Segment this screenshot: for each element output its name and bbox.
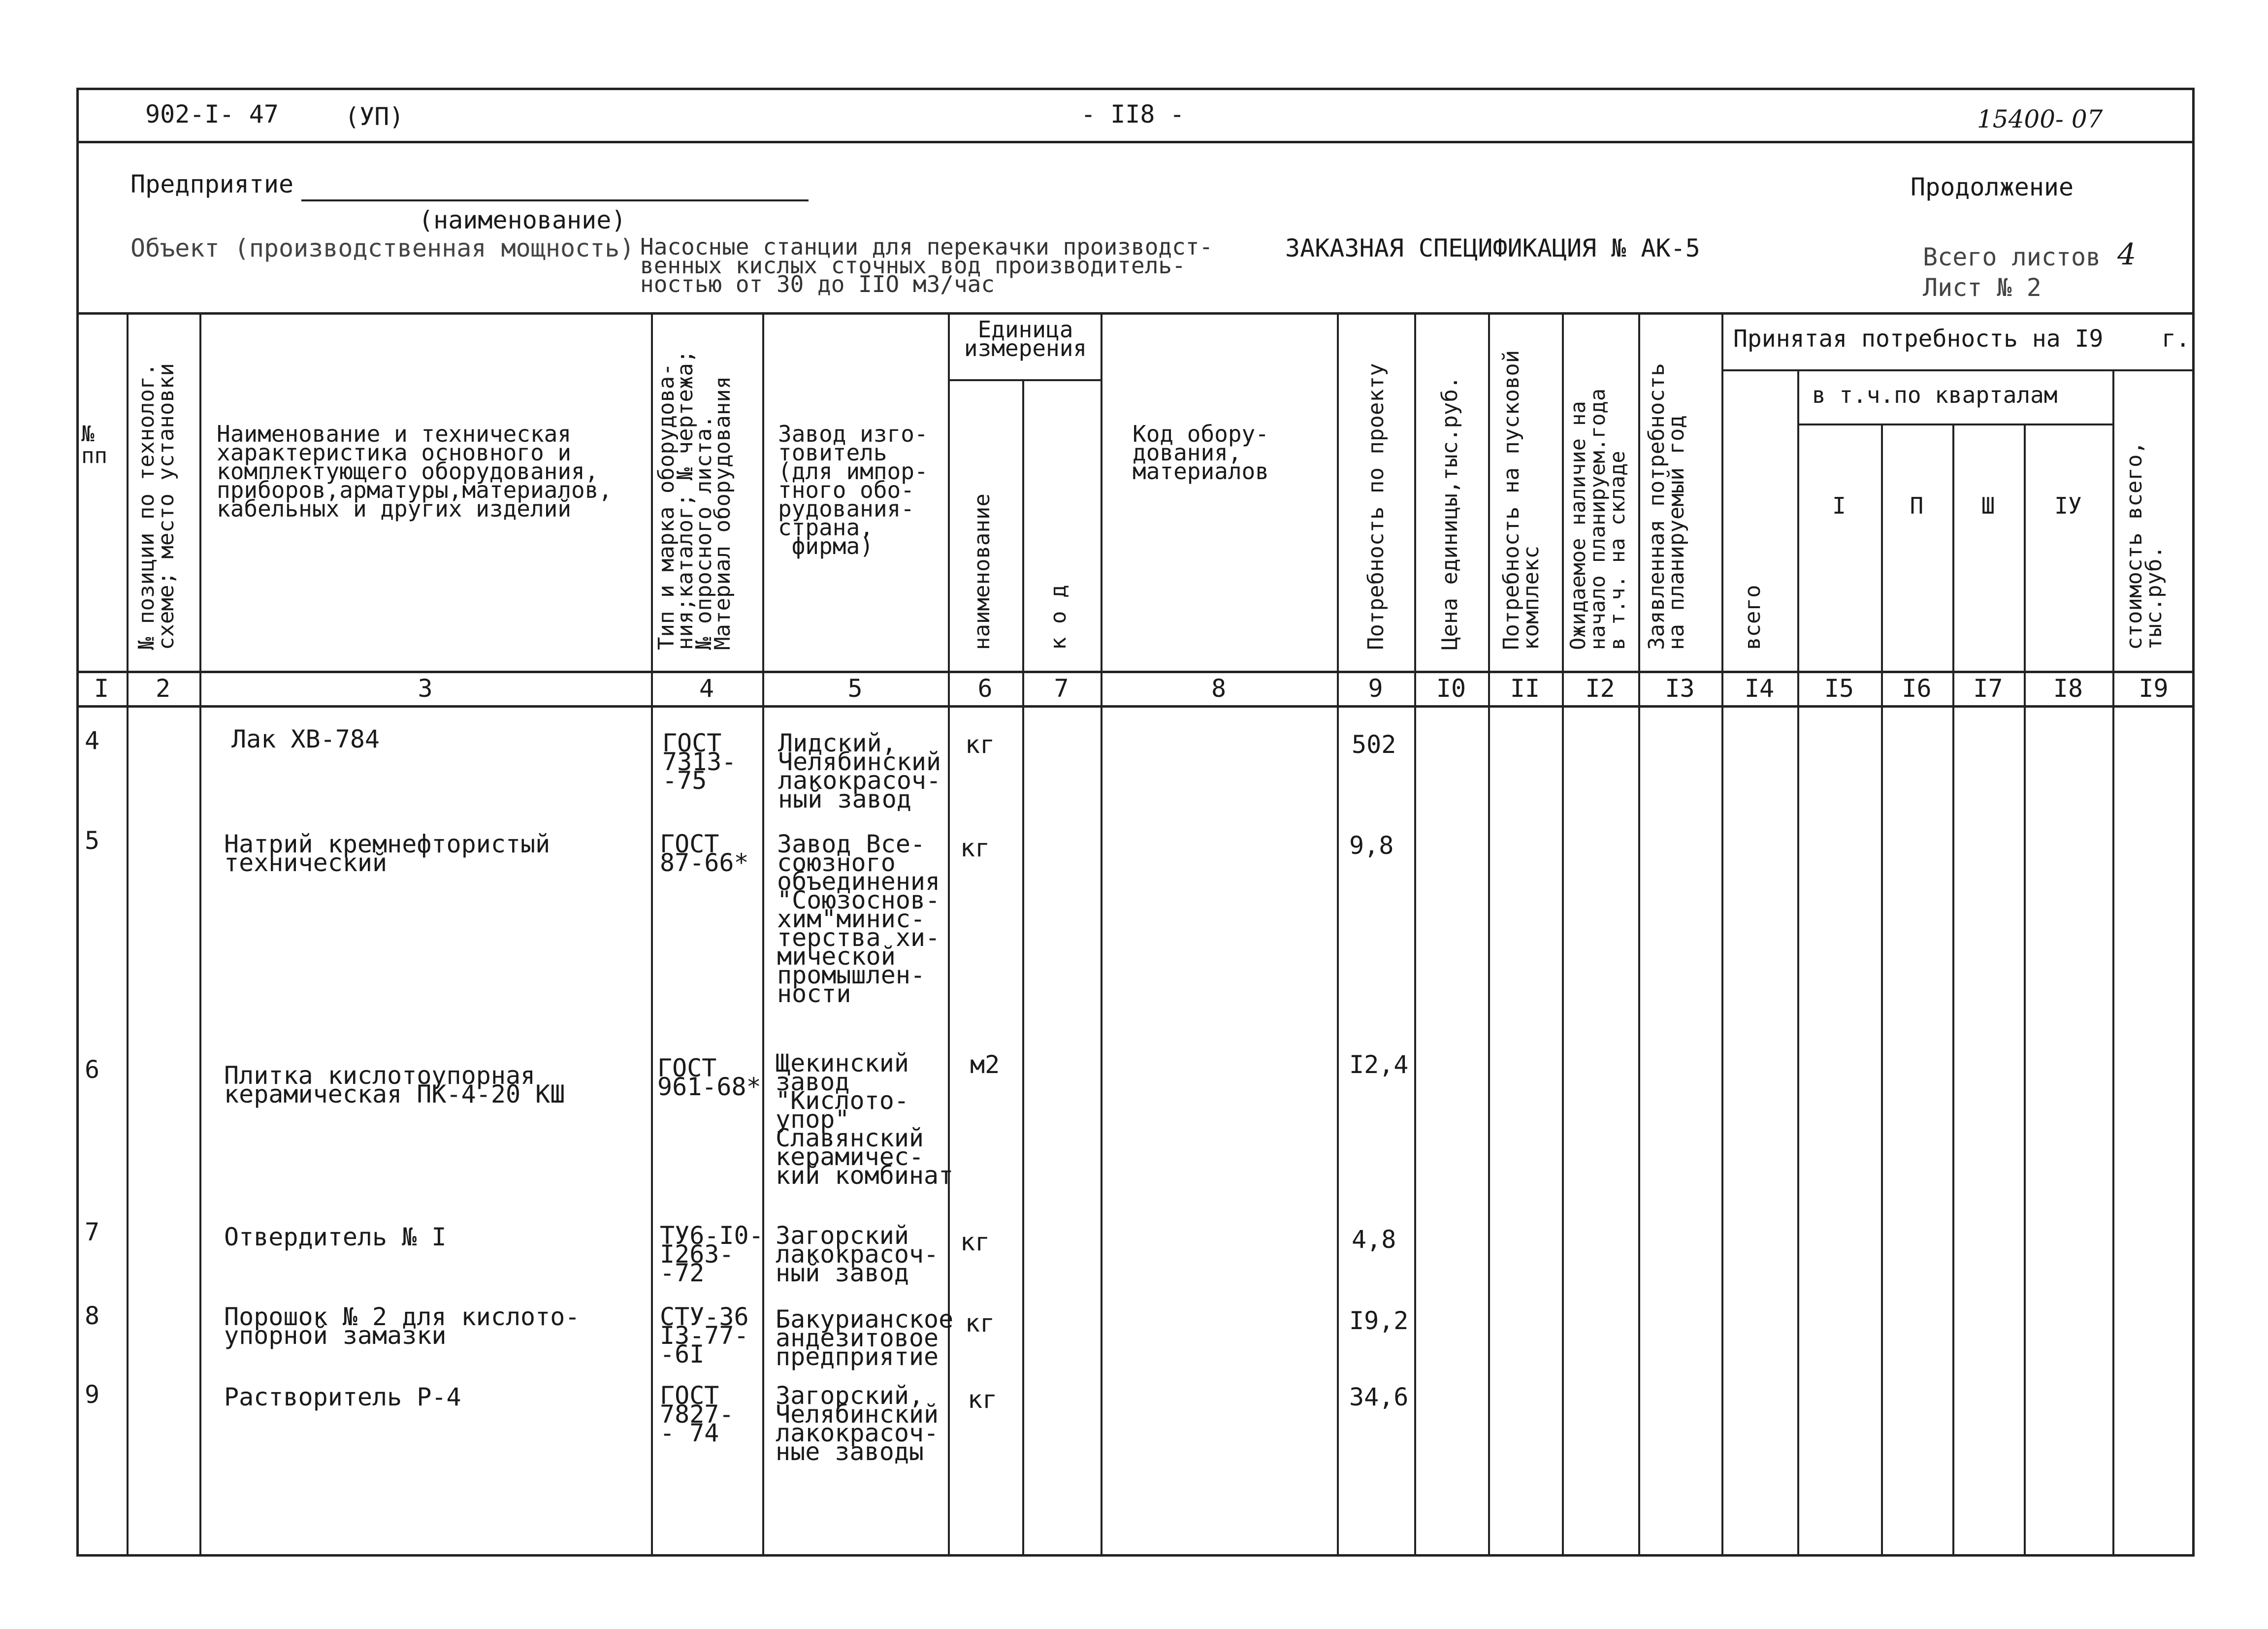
table-row-type: ГОСТ 961-68* bbox=[657, 1054, 761, 1101]
table-row-factory: Загорский, Челябинский лакокрасоч- ные заводы bbox=[776, 1381, 939, 1466]
quarters-sub-line bbox=[1797, 424, 2112, 425]
table-row-name: Плитка кислотоупорная керамическая ПК-4-20 КШ bbox=[224, 1061, 565, 1108]
table-row-qty: I9,2 bbox=[1349, 1306, 1409, 1335]
header-c11: Потребность на пусковой комплекс bbox=[1499, 350, 1544, 650]
table-row-unit: кг bbox=[960, 1228, 990, 1256]
table-row-factory: Загорский лакокрасоч- ный завод bbox=[776, 1221, 939, 1287]
continuation-label: Продолжение bbox=[1911, 173, 2074, 201]
table-row-num: 6 bbox=[85, 1055, 100, 1084]
vline-15 bbox=[1881, 424, 1883, 1557]
table-row-name: Отвердитель № I bbox=[224, 1223, 447, 1251]
vline-8 bbox=[1337, 312, 1339, 1557]
header-c8: Код обору- дования, материалов bbox=[1133, 421, 1269, 485]
vline-1 bbox=[127, 312, 129, 1557]
object-text: Насосные станции для перекачки производст- венных кислых сточных вод производитель- ностью от 30 до IIO м3/час bbox=[640, 233, 1213, 297]
colnum-6: 6 bbox=[977, 674, 993, 703]
header-c18: IУ bbox=[2054, 492, 2082, 519]
table-row-num: 5 bbox=[85, 826, 100, 855]
colnum-3: 3 bbox=[418, 674, 433, 703]
table-row-factory: Лидский, Челябинский лакокрасоч- ный завод bbox=[778, 729, 941, 814]
header-c1: № пп bbox=[81, 422, 107, 468]
table-row-name: Порошок № 2 для кислото- упорной замазки bbox=[224, 1303, 580, 1350]
colnum-2: 2 bbox=[155, 674, 171, 703]
table-row-type: ГОСТ 87-66* bbox=[660, 830, 749, 877]
table-row-type: ТУ6-I0- I263- -72 bbox=[660, 1221, 764, 1287]
table-row-num: 7 bbox=[85, 1218, 100, 1246]
table-row-num: 9 bbox=[85, 1380, 100, 1409]
header-c4: Тип и марка оборудова- ния;каталог; № чертежа; № опросного листа. Материал оборудования bbox=[654, 350, 735, 650]
table-row-num: 4 bbox=[85, 726, 100, 755]
total-sheets-number: 4 bbox=[2117, 237, 2137, 272]
vline-12 bbox=[1638, 312, 1640, 1557]
header-c6: наименование bbox=[970, 493, 995, 650]
colnum-10: I0 bbox=[1436, 674, 1466, 703]
vline-7 bbox=[1101, 312, 1102, 1557]
table-row-qty: 502 bbox=[1352, 730, 1396, 759]
page-number: - II8 - bbox=[1081, 100, 1185, 129]
table-row-unit: кг bbox=[965, 730, 995, 759]
header-accepted: Принятая потребность на I9 bbox=[1733, 325, 2104, 353]
table-row-qty: 4,8 bbox=[1352, 1225, 1396, 1254]
vline-14 bbox=[1797, 369, 1799, 1557]
colnum-19: I9 bbox=[2138, 674, 2169, 703]
table-row-type: ГОСТ 7313- -75 bbox=[662, 729, 737, 795]
vline-6 bbox=[1022, 379, 1024, 1557]
vline-16 bbox=[1952, 424, 1954, 1557]
doc-volume: (УП) bbox=[345, 102, 404, 131]
header-c5: Завод изго- товитель (для импор- тного обо- рудования- страна, фирма) bbox=[778, 421, 928, 559]
colnum-16: I6 bbox=[1902, 674, 1932, 703]
header-units: Единица измерения bbox=[964, 316, 1087, 361]
vline-17 bbox=[2024, 424, 2026, 1557]
colnum-11: II bbox=[1510, 674, 1540, 703]
table-row-type: ГОСТ 7827- - 74 bbox=[660, 1381, 734, 1447]
header-c9: Потребность по проекту bbox=[1363, 363, 1389, 650]
vline-11 bbox=[1562, 312, 1564, 1557]
vline-18 bbox=[2112, 369, 2114, 1557]
table-top bbox=[76, 312, 2195, 315]
colnum-8: 8 bbox=[1211, 674, 1227, 703]
total-sheets-label: Всего листов bbox=[1923, 243, 2101, 271]
colnum-17: I7 bbox=[1973, 674, 2003, 703]
handwritten-stamp: 15400- 07 bbox=[1977, 105, 2103, 133]
colnum-top bbox=[76, 671, 2195, 673]
colnum-5: 5 bbox=[847, 674, 863, 703]
table-row-qty: I2,4 bbox=[1349, 1050, 1409, 1079]
header-c7: к о д bbox=[1046, 585, 1071, 650]
colnum-15: I5 bbox=[1824, 674, 1854, 703]
spec-title: ЗАКАЗНАЯ СПЕЦИФИКАЦИЯ № АК-5 bbox=[1285, 234, 1700, 262]
vline-3 bbox=[651, 312, 653, 1557]
header-accepted-year: г. bbox=[2162, 325, 2190, 353]
enterprise-label: Предприятие bbox=[130, 170, 294, 198]
table-row-factory: Завод Все- союзного объединения "Союзоснов- хим"минис- терства хи- мической промышлен- ности bbox=[777, 830, 940, 1008]
table-row-factory: Щекинский завод "Кислото- упор" Славянский керамичес- кий комбинат bbox=[776, 1049, 954, 1190]
colnum-9: 9 bbox=[1368, 674, 1383, 703]
header-c12: Ожидаемое наличие на начало планируем.года в т.ч. на складе bbox=[1566, 388, 1629, 650]
colnum-4: 4 bbox=[699, 674, 714, 703]
header-c15: I bbox=[1832, 492, 1846, 519]
colnum-7: 7 bbox=[1054, 674, 1069, 703]
header-c3: Наименование и техническая характеристика основного и комплектующего оборудования, приборов,арматуры,материалов, кабельных и других изделий bbox=[217, 421, 613, 522]
table-row-unit: кг bbox=[960, 834, 990, 862]
header-c13: Заявленная потребность на планируемый год bbox=[1644, 363, 1689, 650]
doc-code: 902-I- 47 bbox=[145, 100, 279, 129]
colnum-bottom bbox=[76, 705, 2195, 708]
table-row-name: Лак ХВ-784 bbox=[231, 725, 380, 753]
header-c16: П bbox=[1910, 492, 1924, 519]
header-c14: всего bbox=[1740, 585, 1765, 650]
vline-9 bbox=[1414, 312, 1416, 1557]
header-c10: Цена единицы,тыс.руб. bbox=[1437, 376, 1462, 650]
header-c17: Ш bbox=[1981, 492, 1995, 519]
sheet-label: Лист № 2 bbox=[1923, 273, 2041, 302]
enterprise-underline bbox=[301, 199, 809, 201]
units-sub-line bbox=[948, 379, 1101, 381]
header-quarters: в т.ч.по кварталам bbox=[1812, 382, 2058, 408]
colnum-18: I8 bbox=[2053, 674, 2083, 703]
object-label: Объект (производственная мощность) bbox=[130, 234, 635, 262]
table-row-qty: 34,6 bbox=[1349, 1383, 1409, 1411]
colnum-1: I bbox=[94, 674, 109, 703]
vline-5 bbox=[948, 312, 950, 1557]
header-c19: стоимость всего, тыс.руб. bbox=[2122, 441, 2167, 650]
table-row-qty: 9,8 bbox=[1349, 831, 1394, 860]
enterprise-hint: (наименование) bbox=[419, 206, 626, 234]
colnum-14: I4 bbox=[1744, 674, 1775, 703]
table-row-factory: Бакурианское андезитовое предприятие bbox=[776, 1305, 954, 1371]
table-row-name: Растворитель Р-4 bbox=[224, 1383, 461, 1411]
vline-13 bbox=[1721, 312, 1723, 1557]
table-row-name: Натрий кремнефтористый технический bbox=[224, 830, 551, 877]
colnum-12: I2 bbox=[1585, 674, 1615, 703]
vline-4 bbox=[762, 312, 764, 1557]
vline-10 bbox=[1488, 312, 1490, 1557]
table-row-unit: кг bbox=[968, 1385, 998, 1414]
vline-2 bbox=[199, 312, 201, 1557]
table-row-unit: м2 bbox=[970, 1050, 1000, 1079]
colnum-13: I3 bbox=[1665, 674, 1695, 703]
table-row-unit: кг bbox=[965, 1309, 995, 1337]
header-c2: № позиции по технолог. схеме; место установки bbox=[134, 363, 179, 650]
table-row-num: 8 bbox=[85, 1302, 100, 1330]
table-row-type: СТУ-36 I3-77- -6I bbox=[660, 1303, 749, 1368]
topbar-divider bbox=[76, 141, 2195, 143]
accepted-sub-line bbox=[1721, 369, 2195, 371]
